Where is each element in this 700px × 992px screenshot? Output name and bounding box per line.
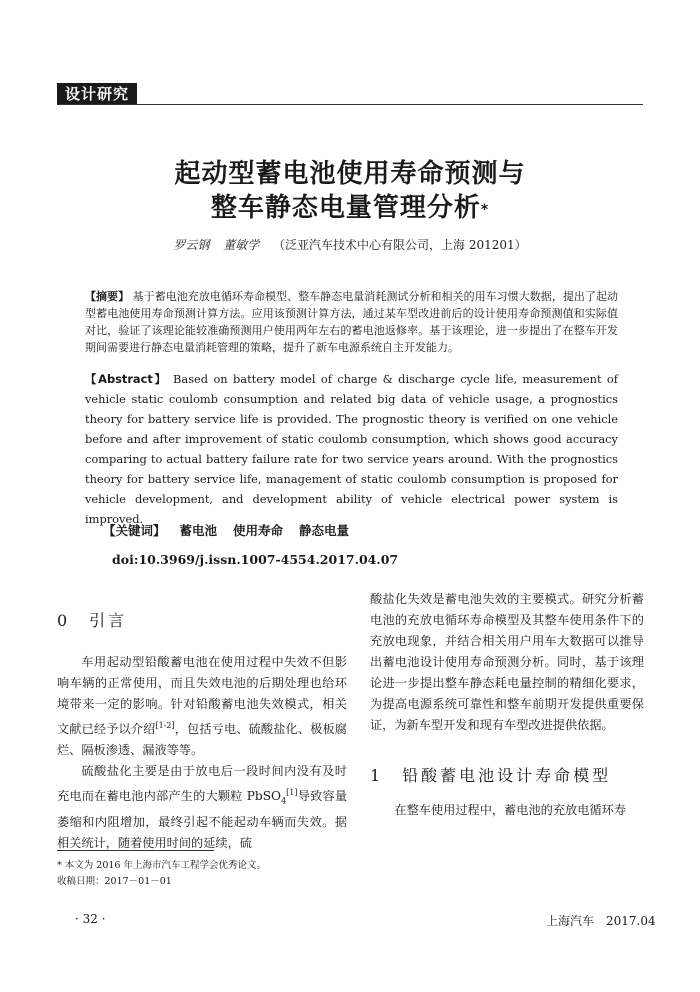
footnote-line: * 本文为 2016 年上海市汽车工程学会优秀论文。 [57,860,266,871]
footnote-rule [57,850,214,851]
section-tag: 设计研究 [57,83,137,105]
footnote [57,858,266,890]
citation-ref: [1-2] [155,721,175,730]
keyword: 静态电量 [299,523,350,538]
abstract-cn [85,288,618,356]
abstract-cn-label: 【摘要】 [85,290,130,303]
section-0-heading: 0 引言 [57,611,128,630]
footnote-line: 收稿日期：2017－01－01 [57,876,172,887]
section-0-right-column [370,589,644,736]
author-name: 董敏学 [223,238,260,252]
header-rule [57,104,643,105]
citation-ref: [1] [286,788,298,798]
paragraph-continued: 酸盐化失效是蓄电池失效的主要模式。研究分析蓄电池的充放电循环寿命模型及其整车使用条件下的充放电现象，并结合相关用户用车大数据可以推导出蓄电池设计使用寿命预测分析。同时，基于该理论进一步提出整车静态耗电量控制的精细化要求，为提高电源系统可靠性和整车前期开发提供重要保证，为新车型开发和现有车型改进提供依据。 [370,592,644,732]
subscript: 4 [281,796,287,806]
title-line-1: 起动型蓄电池使用寿命预测与 [174,159,526,189]
keyword: 蓄电池 [179,523,218,538]
journal-info: 上海汽车 2017.04 [546,914,656,928]
abstract-en-label: 【Abstract】 [85,372,168,386]
abstract-cn-text: 基于蓄电池充放电循环寿命模型、整车静态电量消耗测试分析和相关的用车习惯大数据，提出了起动型蓄电池使用寿命预测计算方法。应用该预测计算方法，通过某车型改进前后的设计使用寿命预测值和实际值对比，验证了该理论能较准确预测用户使用两年左右的蓄电池返修率。基于该理论，进一步提出了在整车开发期间需要进行静态电量消耗管理的策略，提升了新车电源系统自主开发能力。 [85,290,618,354]
title-line-2 [57,190,643,226]
abstract-en-text: Based on battery model of charge & discharge cycle life, measurement of vehicle static coulomb consumption and related big data of vehicle usage, a prognostics theory for battery service life is provided. The prognostic theory is verified on one vehicle before and after improvement of static coulomb consumption, which shows good accuracy comparing to actual battery failure rate for two service years around. With the prognostics theory for battery service life, management of static coulomb consumption is proposed for vehicle development, and development ability of vehicle electrical power system is improved. [85,372,618,526]
abstract-en [85,369,618,529]
title-text: 整车静态电量管理分析 [210,193,481,223]
section-1-body [370,800,644,821]
section-1-heading: 1 铅酸蓄电池设计寿命模型 [370,766,612,785]
title-footnote-mark: * [480,202,490,218]
keywords-label: 【关键词】 [103,523,166,538]
paragraph-text: 导致容量萎缩和内阻增加，最终引起不能起动车辆而失效。据相关统计，随着使用时间的延续，硫 [57,789,348,850]
author-name: 罗云钢 [173,238,210,252]
section-0-left-column [57,652,347,854]
paragraph [57,761,347,854]
paragraph-text: 车用起动型铅酸蓄电池在使用过程中失效不但影响车辆的正常使用，而且失效电池的后期处理也给环境带来一定的影响。针对铅酸蓄电池失效模式，相关文献已经予以介绍 [57,655,347,737]
paragraph: 在整车使用过程中，蓄电池的充放电循环寿 [394,803,626,817]
keywords [103,522,361,540]
paragraph-text: 硫酸盐化主要是由于放电后一段时间内没有及时充电而在蓄电池内部产生的大颗粒 PbSO [57,764,347,804]
doi: doi:10.3969/j.issn.1007-4554.2017.04.07 [112,552,399,567]
paragraph-text: ，包括亏电、硫酸盐化、极板腐烂、隔板渗透、漏液等等。 [57,722,347,758]
authors [57,237,643,253]
paragraph [57,652,347,761]
affiliation: （泛亚汽车技术中心有限公司，上海 201201） [273,238,527,252]
keyword: 使用寿命 [233,523,284,538]
page-number: · 32 · [75,912,106,926]
